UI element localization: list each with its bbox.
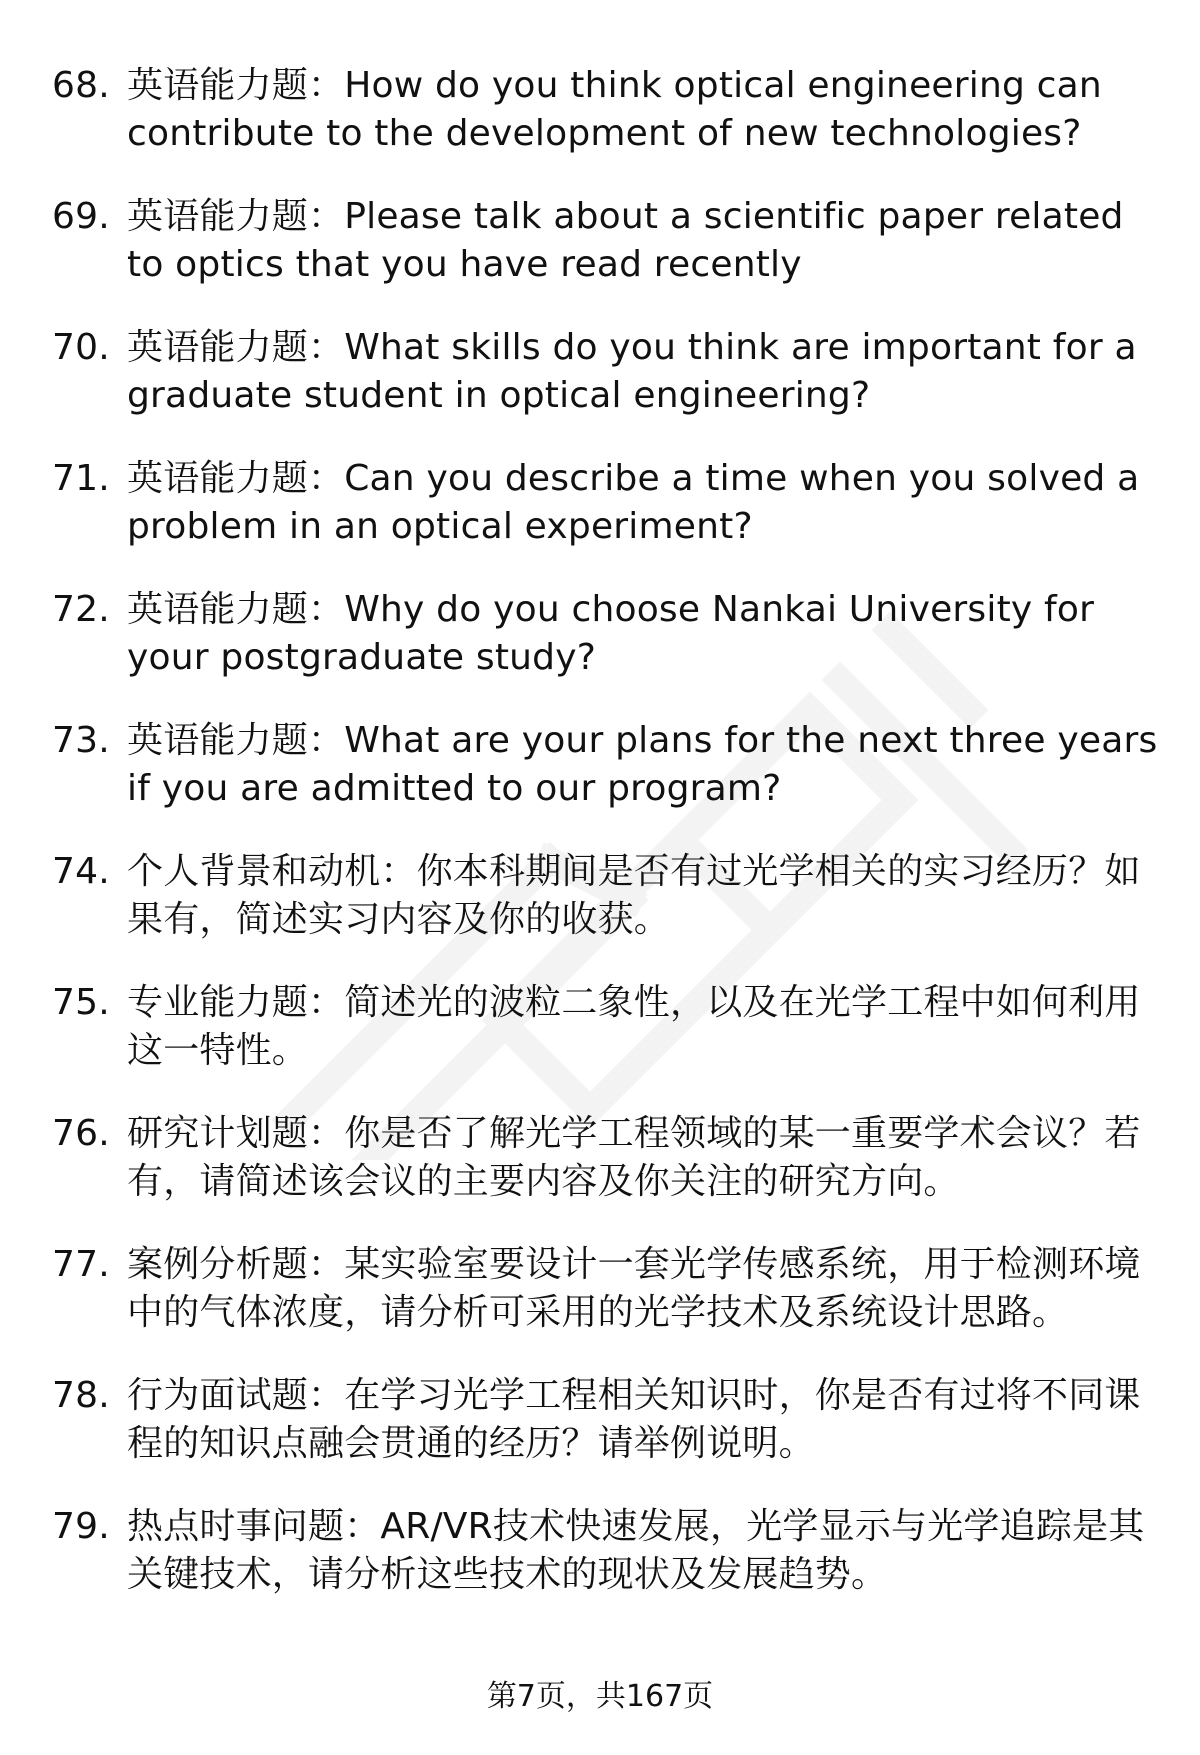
- question-number: 72.: [52, 589, 110, 630]
- question-number: 77.: [52, 1244, 110, 1285]
- question-item: [52, 1241, 1162, 1337]
- question-category: 英语能力题：: [127, 327, 345, 368]
- question-category: 研究计划题：: [127, 1113, 345, 1154]
- question-text: Please talk about a scientific paper related to optics that you have read recently: [127, 196, 1124, 285]
- question-text: Why do you choose Nankai University for your postgraduate study?: [127, 589, 1095, 678]
- question-item: [52, 979, 1162, 1075]
- question-number: 69.: [52, 196, 110, 237]
- question-item: [52, 848, 1162, 944]
- question-item: [52, 1503, 1162, 1599]
- question-text: 某实验室要设计一套光学传感系统，用于检测环境中的气体浓度，请分析可采用的光学技术及系统设计思路。: [127, 1244, 1141, 1333]
- question-category: 英语能力题：: [127, 196, 345, 237]
- question-number: 74.: [52, 851, 110, 892]
- question-category: 英语能力题：: [127, 65, 345, 106]
- question-category: 案例分析题：: [127, 1244, 345, 1285]
- question-text: How do you think optical engineering can contribute to the development of new technologies?: [127, 65, 1102, 154]
- question-list: [52, 62, 1162, 1634]
- question-category: 热点时事问题：: [127, 1506, 381, 1547]
- question-category: 专业能力题：: [127, 982, 345, 1023]
- question-item: [52, 455, 1162, 551]
- question-item: [52, 324, 1162, 420]
- page-footer: 第7页，共167页: [486, 1679, 714, 1714]
- question-item: [52, 586, 1162, 682]
- question-text: 你本科期间是否有过光学相关的实习经历？如果有，简述实习内容及你的收获。: [127, 851, 1141, 940]
- question-text: What are your plans for the next three years if you are admitted to our program?: [127, 720, 1158, 809]
- question-number: 70.: [52, 327, 110, 368]
- question-item: [52, 1372, 1162, 1468]
- question-number: 76.: [52, 1113, 110, 1154]
- question-item: [52, 62, 1162, 158]
- question-category: 个人背景和动机：: [127, 851, 417, 892]
- question-text: 你是否了解光学工程领域的某一重要学术会议？若有，请简述该会议的主要内容及你关注的研究方向。: [127, 1113, 1141, 1202]
- question-number: 79.: [52, 1506, 110, 1547]
- question-number: 71.: [52, 458, 110, 499]
- question-text: Can you describe a time when you solved a problem in an optical experiment?: [127, 458, 1140, 547]
- question-number: 68.: [52, 65, 110, 106]
- question-category: 英语能力题：: [127, 458, 345, 499]
- question-category: 行为面试题：: [127, 1375, 345, 1416]
- question-item: [52, 193, 1162, 289]
- question-number: 78.: [52, 1375, 110, 1416]
- question-category: 英语能力题：: [127, 720, 345, 761]
- question-text: 在学习光学工程相关知识时，你是否有过将不同课程的知识点融会贯通的经历？请举例说明。: [127, 1375, 1141, 1464]
- question-number: 73.: [52, 720, 110, 761]
- question-item: [52, 1110, 1162, 1206]
- question-text: 简述光的波粒二象性，以及在光学工程中如何利用这一特性。: [127, 982, 1141, 1071]
- question-text: AR/VR技术快速发展，光学显示与光学追踪是其关键技术，请分析这些技术的现状及发展趋势。: [127, 1506, 1145, 1595]
- question-item: [52, 717, 1162, 813]
- question-number: 75.: [52, 982, 110, 1023]
- question-text: What skills do you think are important for a graduate student in optical engineering?: [127, 327, 1137, 416]
- question-category: 英语能力题：: [127, 589, 345, 630]
